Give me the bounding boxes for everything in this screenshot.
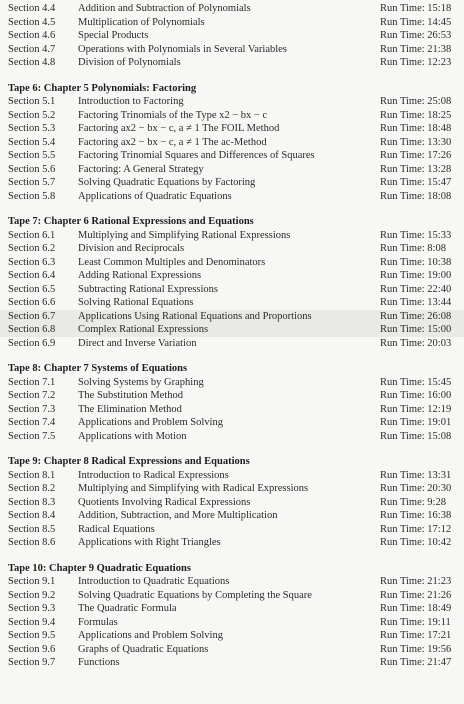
section-row (0, 629, 464, 643)
section-number: Section 4.5 (8, 16, 56, 28)
run-time: Run Time: 18:49 (380, 603, 452, 614)
section-row (0, 430, 464, 444)
section-number: Section 6.7 (8, 310, 56, 322)
section-title: Subtracting Rational Expressions (78, 283, 218, 295)
run-time: Run Time: 18:48 (380, 123, 452, 134)
section-title: Direct and Inverse Variation (78, 337, 197, 349)
section-title: Division of Polynomials (78, 57, 181, 68)
section-title: Applications of Quadratic Equations (78, 190, 232, 202)
section-row (0, 149, 464, 163)
run-time: Run Time: 17:21 (380, 630, 452, 641)
section-row (0, 256, 464, 270)
run-time: Run Time: 10:38 (380, 256, 452, 268)
group-spacer (0, 443, 464, 455)
tape-group (0, 350, 464, 443)
run-time: Run Time: 15:47 (380, 177, 452, 188)
section-number: Section 5.8 (8, 190, 56, 202)
run-time: Run Time: 13:30 (380, 136, 452, 148)
section-number: Section 4.6 (8, 30, 56, 41)
section-row (0, 109, 464, 123)
section-number: Section 8.3 (8, 496, 56, 508)
run-time: Run Time: 21:47 (380, 657, 452, 668)
section-title: Addition and Subtraction of Polynomials (78, 3, 251, 14)
section-number: Section 6.2 (8, 243, 56, 254)
section-row (0, 602, 464, 616)
run-time: Run Time: 9:28 (380, 496, 446, 508)
run-time: Run Time: 20:30 (380, 483, 452, 494)
section-title: Solving Quadratic Equations by Completing the Square (78, 589, 312, 601)
section-title: Applications and Problem Solving (78, 417, 223, 428)
section-row (0, 16, 464, 30)
tape-group (0, 443, 464, 550)
section-number: Section 6.5 (8, 283, 56, 295)
section-number: Section 5.1 (8, 96, 56, 107)
section-title: Solving Quadratic Equations by Factoring (78, 177, 256, 188)
section-number: Section 5.5 (8, 150, 56, 161)
section-title: Factoring: A General Strategy (78, 163, 204, 175)
group-spacer (0, 350, 464, 362)
run-time: Run Time: 13:44 (380, 297, 452, 308)
section-title: Applications with Motion (78, 430, 187, 442)
section-title: Functions (78, 657, 120, 668)
section-title: Solving Rational Equations (78, 297, 194, 308)
section-number: Section 9.2 (8, 589, 56, 601)
section-title: Solving Systems by Graphing (78, 376, 204, 388)
section-number: Section 8.1 (8, 469, 56, 481)
run-time: Run Time: 19:11 (380, 616, 451, 628)
section-row (0, 163, 464, 177)
section-title: Operations with Polynomials in Several Variables (78, 43, 287, 55)
section-number: Section 6.9 (8, 337, 56, 349)
section-row (0, 496, 464, 510)
section-number: Section 8.6 (8, 537, 56, 548)
section-number: Section 7.4 (8, 417, 56, 428)
section-row (0, 296, 464, 310)
section-row (0, 242, 464, 256)
section-title: Adding Rational Expressions (78, 270, 202, 281)
section-title: Introduction to Radical Expressions (78, 469, 229, 481)
section-row (0, 29, 464, 43)
section-row (0, 190, 464, 204)
run-time: Run Time: 21:23 (380, 576, 452, 587)
section-row (0, 337, 464, 351)
section-row (0, 269, 464, 283)
section-title: The Quadratic Formula (78, 603, 177, 614)
tape-heading: Tape 6: Chapter 5 Polynomials: Factoring (8, 82, 197, 94)
run-time: Run Time: 15:08 (380, 430, 452, 442)
section-number: Section 6.3 (8, 256, 56, 268)
run-time: Run Time: 15:45 (380, 376, 452, 388)
run-time: Run Time: 21:38 (380, 43, 452, 55)
tape-heading: Tape 8: Chapter 7 Systems of Equations (8, 363, 188, 374)
run-time: Run Time: 13:31 (380, 469, 452, 481)
section-title: Applications and Problem Solving (78, 630, 223, 641)
section-row (0, 482, 464, 496)
run-time: Run Time: 15:33 (380, 229, 452, 241)
run-time: Run Time: 10:42 (380, 537, 452, 548)
section-title: Special Products (78, 30, 149, 41)
section-row (0, 509, 464, 523)
run-time: Run Time: 19:56 (380, 643, 452, 655)
run-time: Run Time: 20:03 (380, 337, 452, 349)
section-number: Section 6.8 (8, 324, 56, 335)
section-row (0, 403, 464, 417)
section-row (0, 310, 464, 324)
run-time: Run Time: 8:08 (380, 243, 446, 254)
section-title: The Substitution Method (78, 390, 183, 401)
section-number: Section 8.4 (8, 510, 56, 521)
section-number: Section 7.5 (8, 430, 56, 442)
run-time: Run Time: 17:12 (380, 523, 452, 535)
section-number: Section 9.7 (8, 657, 56, 668)
section-title: Multiplication of Polynomials (78, 16, 205, 28)
section-title: Introduction to Quadratic Equations (78, 576, 230, 587)
section-row (0, 589, 464, 603)
section-row (0, 376, 464, 390)
section-number: Section 4.8 (8, 57, 56, 68)
section-number: Section 6.6 (8, 297, 56, 308)
section-title: The Elimination Method (78, 403, 182, 415)
section-number: Section 9.4 (8, 616, 56, 628)
run-time: Run Time: 26:53 (380, 30, 452, 41)
section-title: Applications Using Rational Equations and Proportions (78, 310, 312, 322)
section-title: Radical Equations (78, 523, 155, 535)
section-row (0, 469, 464, 483)
section-row (0, 229, 464, 243)
run-time: Run Time: 15:00 (380, 324, 452, 335)
run-time: Run Time: 17:26 (380, 150, 452, 161)
section-title: Least Common Multiples and Denominators (78, 256, 266, 268)
section-row (0, 523, 464, 537)
section-row (0, 323, 464, 337)
run-time: Run Time: 18:25 (380, 109, 452, 121)
tape-group (0, 550, 464, 670)
run-time: Run Time: 21:26 (380, 589, 452, 601)
run-time: Run Time: 14:45 (380, 16, 452, 28)
section-title: Factoring Trinomials of the Type x2 − bx − c (78, 109, 268, 121)
section-row (0, 643, 464, 657)
section-row (0, 616, 464, 630)
section-number: Section 4.7 (8, 43, 56, 55)
section-number: Section 5.3 (8, 123, 56, 134)
tape-group (0, 2, 464, 70)
tape-group (0, 203, 464, 350)
run-time: Run Time: 25:08 (380, 96, 452, 107)
section-title: Formulas (78, 616, 118, 628)
section-number: Section 7.3 (8, 403, 56, 415)
section-number: Section 5.6 (8, 163, 56, 175)
section-row (0, 136, 464, 150)
run-time: Run Time: 19:01 (380, 417, 452, 428)
section-number: Section 8.2 (8, 483, 56, 494)
section-row (0, 536, 464, 550)
run-time: Run Time: 16:38 (380, 510, 452, 521)
section-row (0, 176, 464, 190)
run-time: Run Time: 22:40 (380, 283, 452, 295)
section-row (0, 2, 464, 16)
section-row (0, 122, 464, 136)
run-time: Run Time: 13:28 (380, 163, 452, 175)
run-time: Run Time: 12:23 (380, 57, 452, 68)
section-row (0, 283, 464, 297)
section-title: Introduction to Factoring (78, 96, 184, 107)
section-number: Section 8.5 (8, 523, 56, 535)
section-number: Section 6.4 (8, 270, 56, 281)
section-number: Section 7.1 (8, 376, 56, 388)
tape-heading: Tape 7: Chapter 6 Rational Expressions and Equations (8, 216, 254, 227)
group-spacer (0, 70, 464, 82)
section-number: Section 5.4 (8, 136, 56, 148)
section-row (0, 43, 464, 57)
section-row (0, 656, 464, 670)
section-number: Section 5.7 (8, 177, 56, 188)
tape-heading: Tape 10: Chapter 9 Quadratic Equations (8, 562, 191, 574)
section-title: Factoring Trinomial Squares and Differences of Squares (78, 150, 315, 161)
section-title: Addition, Subtraction, and More Multiplication (78, 510, 278, 521)
section-row (0, 56, 464, 70)
section-number: Section 9.3 (8, 603, 56, 614)
section-title: Factoring ax2 − bx − c, a ≠ 1 The FOIL Method (78, 123, 280, 134)
section-title: Complex Rational Expressions (78, 324, 209, 335)
section-title: Applications with Right Triangles (78, 537, 221, 548)
run-time: Run Time: 18:08 (380, 190, 452, 202)
section-number: Section 9.5 (8, 630, 56, 641)
run-time: Run Time: 16:00 (380, 390, 452, 401)
group-spacer (0, 550, 464, 562)
section-title: Quotients Involving Radical Expressions (78, 496, 251, 508)
section-title: Factoring ax2 − bx − c, a ≠ 1 The ac-Method (78, 136, 267, 148)
run-time: Run Time: 15:18 (380, 3, 452, 14)
tape-heading: Tape 9: Chapter 8 Radical Expressions and Equations (8, 456, 250, 467)
section-number: Section 9.1 (8, 576, 56, 587)
section-row (0, 575, 464, 589)
section-number: Section 9.6 (8, 643, 56, 655)
run-time: Run Time: 12:19 (380, 403, 452, 415)
section-title: Multiplying and Simplifying with Radical Expressions (78, 483, 309, 494)
run-time: Run Time: 26:08 (380, 310, 452, 322)
section-title: Division and Reciprocals (78, 243, 185, 254)
tape-group (0, 70, 464, 204)
group-spacer (0, 203, 464, 215)
section-row (0, 416, 464, 430)
section-number: Section 7.2 (8, 390, 56, 401)
run-time: Run Time: 19:00 (380, 270, 452, 281)
section-number: Section 4.4 (8, 3, 56, 14)
section-row (0, 389, 464, 403)
section-title: Multiplying and Simplifying Rational Expressions (78, 229, 291, 241)
section-title: Graphs of Quadratic Equations (78, 643, 209, 655)
section-number: Section 6.1 (8, 229, 56, 241)
section-row (0, 95, 464, 109)
section-number: Section 5.2 (8, 109, 56, 121)
